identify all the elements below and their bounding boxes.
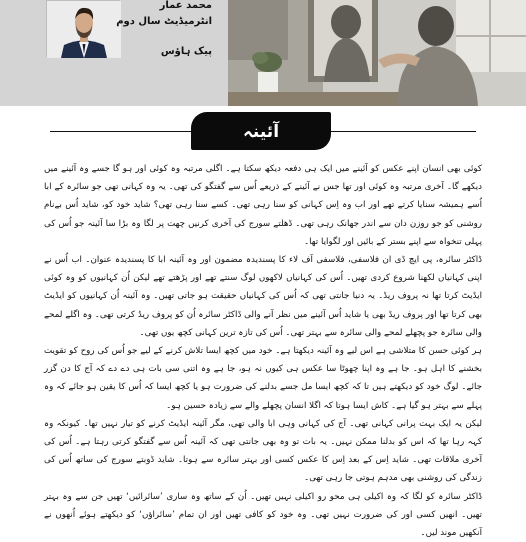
story-paragraph: کوئی بھی انسان اپنے عکس کو آئینے میں ایک ہی دفعہ دیکھ سکتا ہے۔ اگلی مرتبہ وہ کوئی اور ہو گا جسے وہ آئینے میں دیکھے گا۔ آخری مرتبہ وہ کوئی اور تھا جس نے آئینے کے ذریعے اُس سے گفتگو کی تھی۔ یہ وہ کہانی تھی جو سائرہ کے ابا اُسے ہمیشہ سنایا کرتے تھے اور اب وہ اِس کہانی کو سنا رہی تھی۔ کسے سنا رہی تھی؟ شاید خود کو، شاید اُس بےنام روشنی کو جو روزن دان سے اندر جھانک رہی تھی۔ ڈھلتے سورج کی آخری کرنیں چھت پر لگا وہ بڑا سا آئینہ جو اُس کی پہلی تنخواہ سے اپنے بستر کے بائیں اور لگوایا تھا۔ [44, 164, 482, 247]
author-name: محمد عمار [159, 0, 212, 11]
story-body [44, 160, 482, 539]
author-school: پیک ہاؤس [160, 46, 212, 57]
header-band [0, 0, 526, 106]
author-photo [46, 0, 120, 57]
title-banner [191, 112, 331, 150]
story-paragraph: ہر کوئی حسن کا متلاشی ہے اس لیے وہ آئینہ دیکھتا ہے۔ خود میں کچھ ایسا تلاش کرنے کے لیے جو اُس کی روح کو تقویت بخشنے کا اہل ہو۔ جا ہے وہ اپنا چھوٹا سا عکس ہی کیوں نہ ہو، جا ہے وہ اتنی سی بات ہی دے دے کہ آج کا دن گزر جائے۔ لوگ خود کو دیکھتے ہیں تا کہ کچھ ایسا مل جسے بدلنے کی ضرورت ہو یا کچھ ایسا کہ اُس کا یقین ہو جائے کہ وہ پہلے سے بہتر ہو گیا ہے۔ کاش ایسا ہوتا کہ اگلا انسان پچھلے والے سے زیادہ حسین ہو۔ [44, 346, 482, 411]
author-class: انٹرمیڈیٹ سال دوم [116, 16, 212, 27]
story-paragraph: ڈاکٹر سائرہ کو لگا کہ وہ اکیلی ہی محو رو اکیلی نہیں تھیں۔ اُن کے ساتھ وہ ساری ’سائرائیں‘ تھیں جن سے وہ بہتر تھیں۔ انھیں کسی اور کی ضرورت نہیں تھی۔ وہ خود کو کافی تھیں اور ان تمام ’سائراؤں‘ کو دیکھتے ہوئے اُنھوں نے آنکھیں موند لیں۔ [44, 491, 482, 539]
story-paragraph: لیکن یہ ایک بہت پرانی کہانی تھی۔ آج کی کہانی وہی ابا والی تھی، مگر آئینہ ایڈیٹ کرنے کو تیار نہیں تھا۔ کیونکہ وہ کہہ رہا تھا کہ اس کو بدلنا ممکن نہیں۔ یہ بات تو وہ بھی جانتی تھی کہ آئینہ اُس سے گفتگو کرتی رہتا ہے۔ اُس کی آخری ملاقات تھی۔ شاید اِس کے بعد اِس کا عکس کسی اور بہتر سائرہ سے ہوتا۔ شاید ڈوبتے سورج کی ساتھ اُس کی زندگی کی روشنی بھی مدہم ہوتی جا رہی تھی۔ [44, 418, 482, 484]
cover-illustration [228, 0, 526, 106]
story-title: آئینہ [242, 121, 280, 142]
story-paragraph: ڈاکٹر سائرہ، پی ایچ ڈی ان فلاسفی، فلاسفی آف لاء کا پسندیدہ مضمون اور وہ آئینہ ابا کا پسندیدہ عنوان۔ اب اُس نے اپنی کہانیاں لکھنا شروع کردی تھیں۔ اُس کی کہانیاں لاکھوں لوگ سنتے تھے اور پڑھتے تھے لیکن اُن کہانیوں کو وہ کوئی ایڈیٹ کرتا تھا نہ پروف ریڈ۔ یہ دنیا جانتی تھی کہ اُس کی کہانیاں حقیقت ہو جاتی تھیں۔ وہ آئینہ اُن کہانیوں کو ایڈیٹ بھی کرتا تھا اور پروف ریڈ بھی یا شاید اُس آئینے میں نظر آنے والی ڈاکٹر سائرہ اُن کو پروف ریڈ کرتی تھی۔ وہ اگلے لمحے والی سائرہ جو پچھلے لمحے والی سائرہ سے بہتر تھی۔ اُس کی تازہ ترین کہانی کچھ یوں تھی۔ [44, 255, 482, 338]
